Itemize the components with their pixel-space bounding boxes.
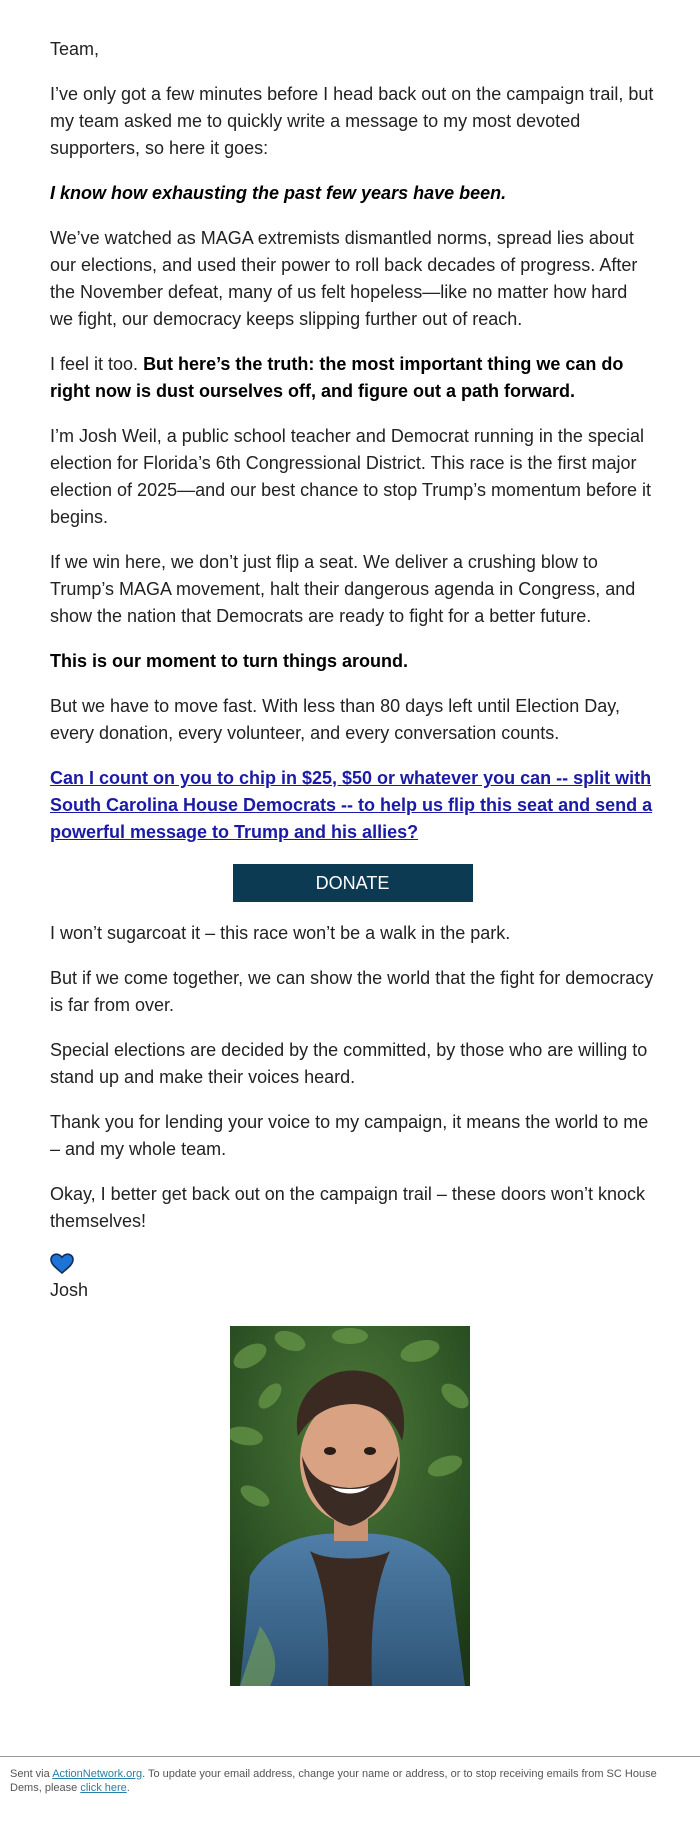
paragraph-special-elections: Special elections are decided by the committed, by those who are willing to stand up and make their voices heard.: [50, 1040, 648, 1087]
footer-end: .: [126, 1782, 130, 1794]
paragraph-move-fast: But we have to move fast. With less than 80 days left until Election Day, every donation, every volunteer, and every conversation counts.: [50, 696, 620, 743]
paragraph-okay: Okay, I better get back out on the campaign trail – these doors won’t knock themselves!: [50, 1184, 645, 1231]
paragraph-maga: We’ve watched as MAGA extremists dismantled norms, spread lies about our elections, and used their power to roll back decades of progress. After the November defeat, many of us felt hopeless—like no matter how hard we fight, our democracy keeps slipping further out of reach.: [50, 228, 638, 329]
unsubscribe-link[interactable]: click here: [80, 1782, 127, 1794]
footer-sent-via: Sent via: [10, 1768, 53, 1780]
donate-wrap: [50, 864, 655, 902]
email-body: [50, 36, 655, 1304]
paragraph-come-together: But if we come together, we can show the world that the fight for democracy is far from over.: [50, 968, 654, 1015]
paragraph-sugarcoat: I won’t sugarcoat it – this race won’t be a walk in the park.: [50, 923, 511, 943]
email-footer: [0, 1756, 700, 1795]
moment-text: This is our moment to turn things around.: [50, 651, 408, 671]
paragraph-ask: [50, 765, 655, 846]
actionnetwork-link[interactable]: ActionNetwork.org: [52, 1768, 143, 1780]
signature-block: [50, 1253, 655, 1304]
paragraph-win: If we win here, we don’t just flip a seat. We deliver a crushing blow to Trump’s MAGA movement, halt their dangerous agenda in Congress, and show the nation that Democrats are ready to fight for a better future.: [50, 552, 636, 626]
donation-ask-link[interactable]: Can I count on you to chip in $25, $50 or whatever you can -- split with South Carolina House Democrats -- to help us flip this seat and send a powerful message to Trump and his allies?: [50, 768, 653, 842]
paragraph-moment: [50, 648, 655, 675]
candidate-photo: [230, 1326, 470, 1686]
signature-name: Josh: [50, 1280, 89, 1300]
paragraph-exhausting: [50, 180, 655, 207]
exhausting-text: I know how exhausting the past few years have been.: [50, 183, 507, 203]
donate-button[interactable]: DONATE: [233, 864, 473, 902]
paragraph-intro: I’ve only got a few minutes before I head back out on the campaign trail, but my team asked me to quickly write a message to my most devoted supporters, so here it goes:: [50, 84, 654, 158]
paragraph-thank-you: Thank you for lending your voice to my campaign, it means the world to me – and my whole team.: [50, 1112, 649, 1159]
truth-bold: But here’s the truth: the most important thing we can do right now is dust ourselves off, and figure out a path forward.: [50, 354, 624, 401]
blue-heart-icon: [50, 1253, 655, 1277]
paragraph-intro-josh: I’m Josh Weil, a public school teacher and Democrat running in the special election for Florida’s 6th Congressional District. This race is the first major election of 2025—and our best chance to stop Trump’s momentum before it begins.: [50, 426, 652, 527]
truth-lead: I feel it too.: [50, 354, 144, 374]
greeting: Team,: [50, 39, 100, 59]
footer-middle-text: . To update your email address, change your name or address, or to stop receiving emails from SC House Dems, please: [10, 1768, 657, 1794]
paragraph-truth: [50, 351, 655, 405]
